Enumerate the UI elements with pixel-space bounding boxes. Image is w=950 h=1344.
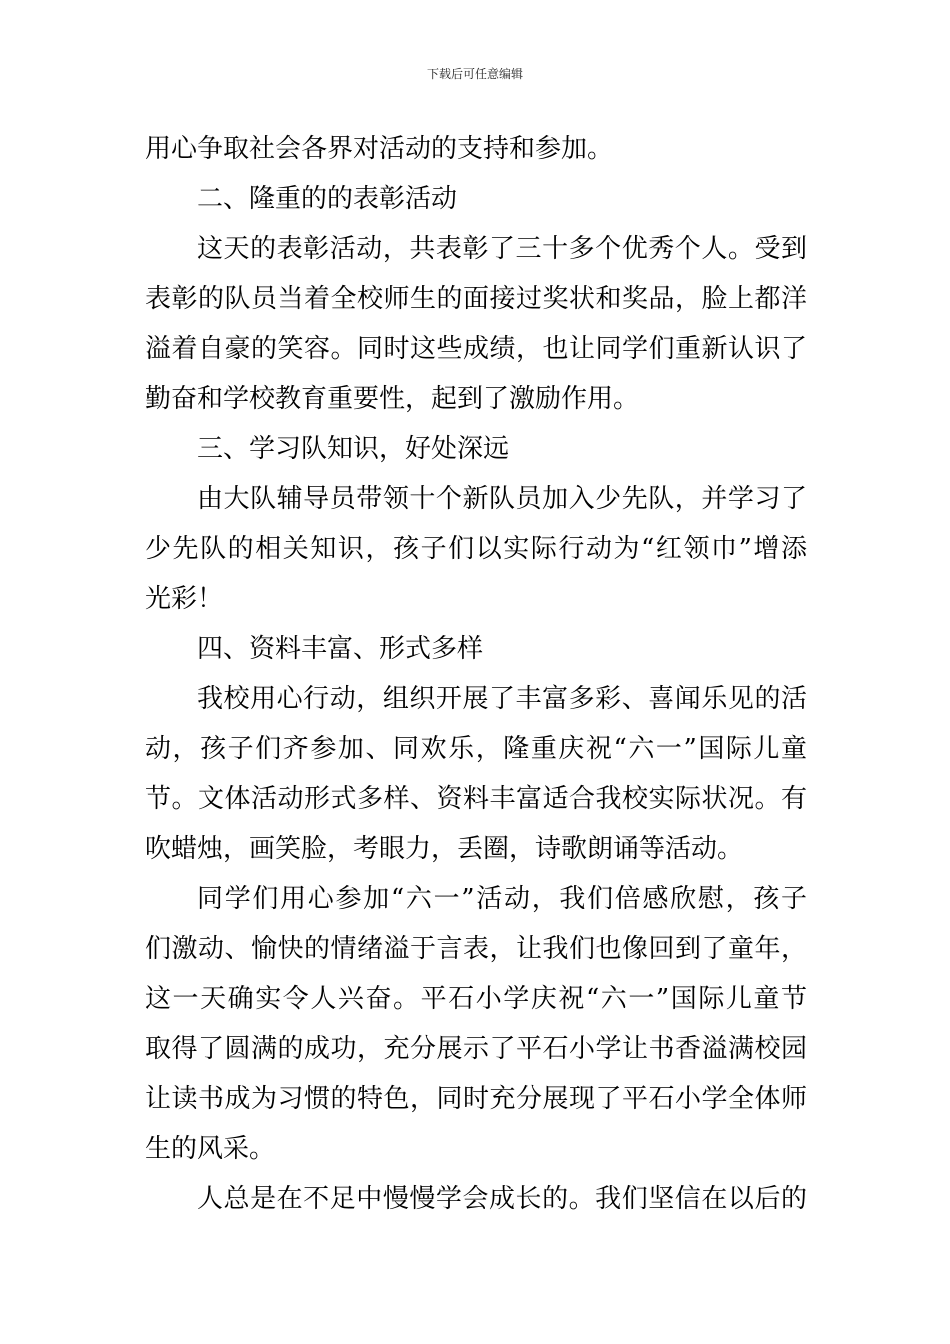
text-line: 节。文体活动形式多样、资料丰富适合我校实际状况。有 bbox=[145, 784, 807, 814]
text-line: 勤奋和学校教育重要性，起到了激励作用。 bbox=[145, 384, 640, 414]
text-line: 这一天确实令人兴奋。平石小学庆祝“六一”国际儿童节 bbox=[145, 984, 807, 1014]
text-line: 生的风采。 bbox=[145, 1134, 276, 1164]
text-line: 少先队的相关知识，孩子们以实际行动为“红领巾”增添 bbox=[145, 534, 807, 564]
page-header: 下载后可任意编辑 bbox=[426, 67, 523, 81]
text-line: 表彰的队员当着全校师生的面接过奖状和奖品，脸上都洋 bbox=[145, 284, 807, 314]
section-heading: 二、隆重的的表彰活动 bbox=[197, 184, 458, 214]
text-line: 用心争取社会各界对活动的支持和参加。 bbox=[145, 134, 614, 164]
text-line: 让读书成为习惯的特色，同时充分展现了平石小学全体师 bbox=[145, 1084, 807, 1114]
text-line: 取得了圆满的成功，充分展示了平石小学让书香溢满校园 bbox=[145, 1034, 807, 1064]
text-line: 光彩！ bbox=[145, 584, 224, 614]
text-line: 我校用心行动，组织开展了丰富多彩、喜闻乐见的活 bbox=[197, 684, 807, 714]
text-line: 这天的表彰活动，共表彰了三十多个优秀个人。受到 bbox=[197, 234, 807, 264]
text-line: 由大队辅导员带领十个新队员加入少先队，并学习了 bbox=[197, 484, 807, 514]
section-heading: 四、资料丰富、形式多样 bbox=[197, 634, 484, 664]
text-line: 人总是在不足中慢慢学会成长的。我们坚信在以后的 bbox=[197, 1184, 807, 1214]
document-body bbox=[145, 124, 807, 1224]
text-line: 吹蜡烛，画笑脸，考眼力，丢圈，诗歌朗诵等活动。 bbox=[145, 834, 744, 864]
text-line: 动，孩子们齐参加、同欢乐，隆重庆祝“六一”国际儿童 bbox=[145, 734, 807, 764]
text-line: 同学们用心参加“六一”活动，我们倍感欣慰，孩子 bbox=[197, 884, 807, 914]
text-line: 溢着自豪的笑容。同时这些成绩，也让同学们重新认识了 bbox=[145, 334, 807, 364]
section-heading: 三、学习队知识，好处深远 bbox=[197, 434, 510, 464]
text-line: 们激动、愉快的情绪溢于言表，让我们也像回到了童年， bbox=[145, 934, 807, 964]
